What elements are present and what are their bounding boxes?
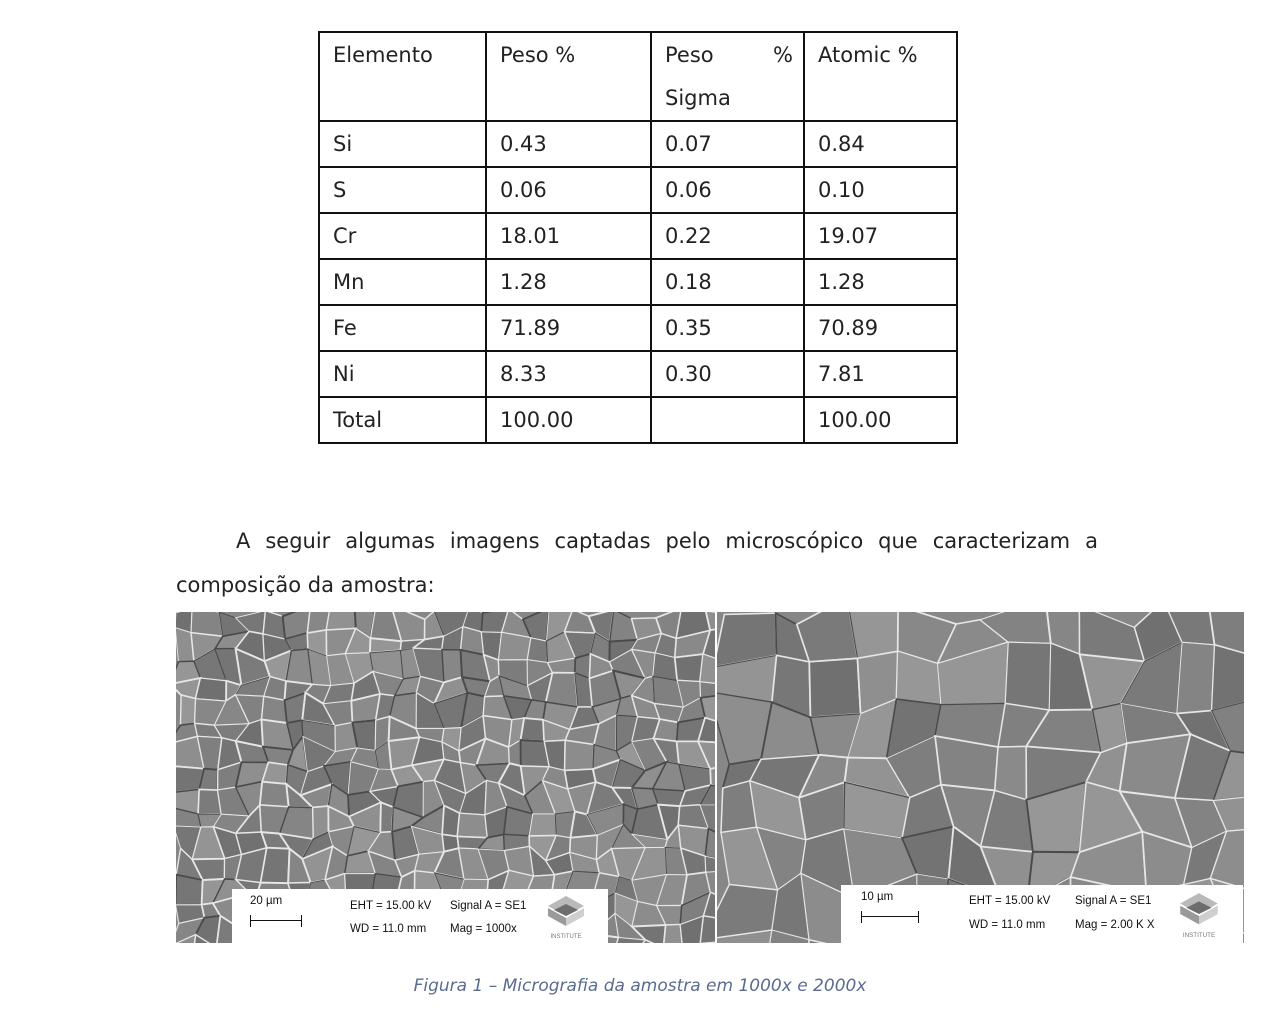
- body-paragraph: A seguir algumas imagens captadas pelo microscópico que caracterizam a composição da amostra:: [176, 529, 1098, 597]
- cell-sigma: 0.35: [651, 305, 804, 351]
- cell-elemento: Fe: [319, 305, 486, 351]
- cell-elemento: Mn: [319, 259, 486, 305]
- cell-atomic: 70.89: [804, 305, 957, 351]
- eht-value: EHT = 15.00 kV: [969, 895, 1051, 907]
- cell-peso: 100.00: [486, 397, 651, 443]
- micrograph-1000x: [176, 612, 715, 943]
- header-sigma-word: Sigma: [665, 86, 731, 110]
- scale-label: 20 µm: [250, 895, 283, 907]
- scale-bar: [861, 911, 919, 923]
- table-row: [319, 259, 957, 305]
- table-row: [319, 397, 957, 443]
- header-elemento: Elemento: [319, 32, 486, 121]
- signal-value: Signal A = SE1: [450, 900, 527, 912]
- cell-elemento: Cr: [319, 213, 486, 259]
- wd-value: WD = 11.0 mm: [969, 919, 1046, 931]
- institution-logo-icon: [544, 894, 588, 940]
- figure-caption: Figura 1 – Micrografia da amostra em 1000x e 2000x: [413, 976, 867, 996]
- table-row: [319, 351, 957, 397]
- cell-peso: 0.06: [486, 167, 651, 213]
- cell-sigma: 0.07: [651, 121, 804, 167]
- header-peso: Peso %: [486, 32, 651, 121]
- cell-sigma: [651, 397, 804, 443]
- cell-peso: 0.43: [486, 121, 651, 167]
- cell-sigma: 0.30: [651, 351, 804, 397]
- table-row: [319, 213, 957, 259]
- table-row: [319, 167, 957, 213]
- cell-atomic: 100.00: [804, 397, 957, 443]
- scale-bar: [250, 915, 302, 927]
- sem-databar: [232, 889, 608, 943]
- header-atomic: Atomic %: [804, 32, 957, 121]
- mag-value: Mag = 2.00 K X: [1075, 919, 1155, 931]
- logo-text: INSTITUTE: [1182, 931, 1216, 939]
- header-peso-sigma: [651, 32, 804, 121]
- scale-label: 10 µm: [861, 891, 894, 903]
- signal-value: Signal A = SE1: [1075, 895, 1152, 907]
- cell-atomic: 0.84: [804, 121, 957, 167]
- wd-value: WD = 11.0 mm: [350, 923, 427, 935]
- eht-value: EHT = 15.00 kV: [350, 900, 432, 912]
- cell-sigma: 0.18: [651, 259, 804, 305]
- table-row: [319, 121, 957, 167]
- cell-sigma: 0.22: [651, 213, 804, 259]
- cell-elemento: Ni: [319, 351, 486, 397]
- header-percent-sign: %: [773, 43, 793, 67]
- cell-elemento: Total: [319, 397, 486, 443]
- composition-table: [318, 31, 958, 444]
- cell-peso: 18.01: [486, 213, 651, 259]
- sem-databar: [841, 885, 1243, 943]
- cell-atomic: 0.10: [804, 167, 957, 213]
- logo-text: INSTITUTE: [550, 934, 582, 940]
- table-header-row: [319, 32, 957, 121]
- table-row: [319, 305, 957, 351]
- cell-atomic: 19.07: [804, 213, 957, 259]
- cell-peso: 8.33: [486, 351, 651, 397]
- cell-elemento: S: [319, 167, 486, 213]
- cell-atomic: 1.28: [804, 259, 957, 305]
- cell-atomic: 7.81: [804, 351, 957, 397]
- header-peso-word: Peso: [665, 43, 714, 67]
- cell-peso: 71.89: [486, 305, 651, 351]
- institution-logo-icon: [1175, 891, 1223, 939]
- cell-peso: 1.28: [486, 259, 651, 305]
- micrograph-2000x: [717, 612, 1244, 943]
- cell-sigma: 0.06: [651, 167, 804, 213]
- cell-elemento: Si: [319, 121, 486, 167]
- mag-value: Mag = 1000x: [450, 923, 517, 935]
